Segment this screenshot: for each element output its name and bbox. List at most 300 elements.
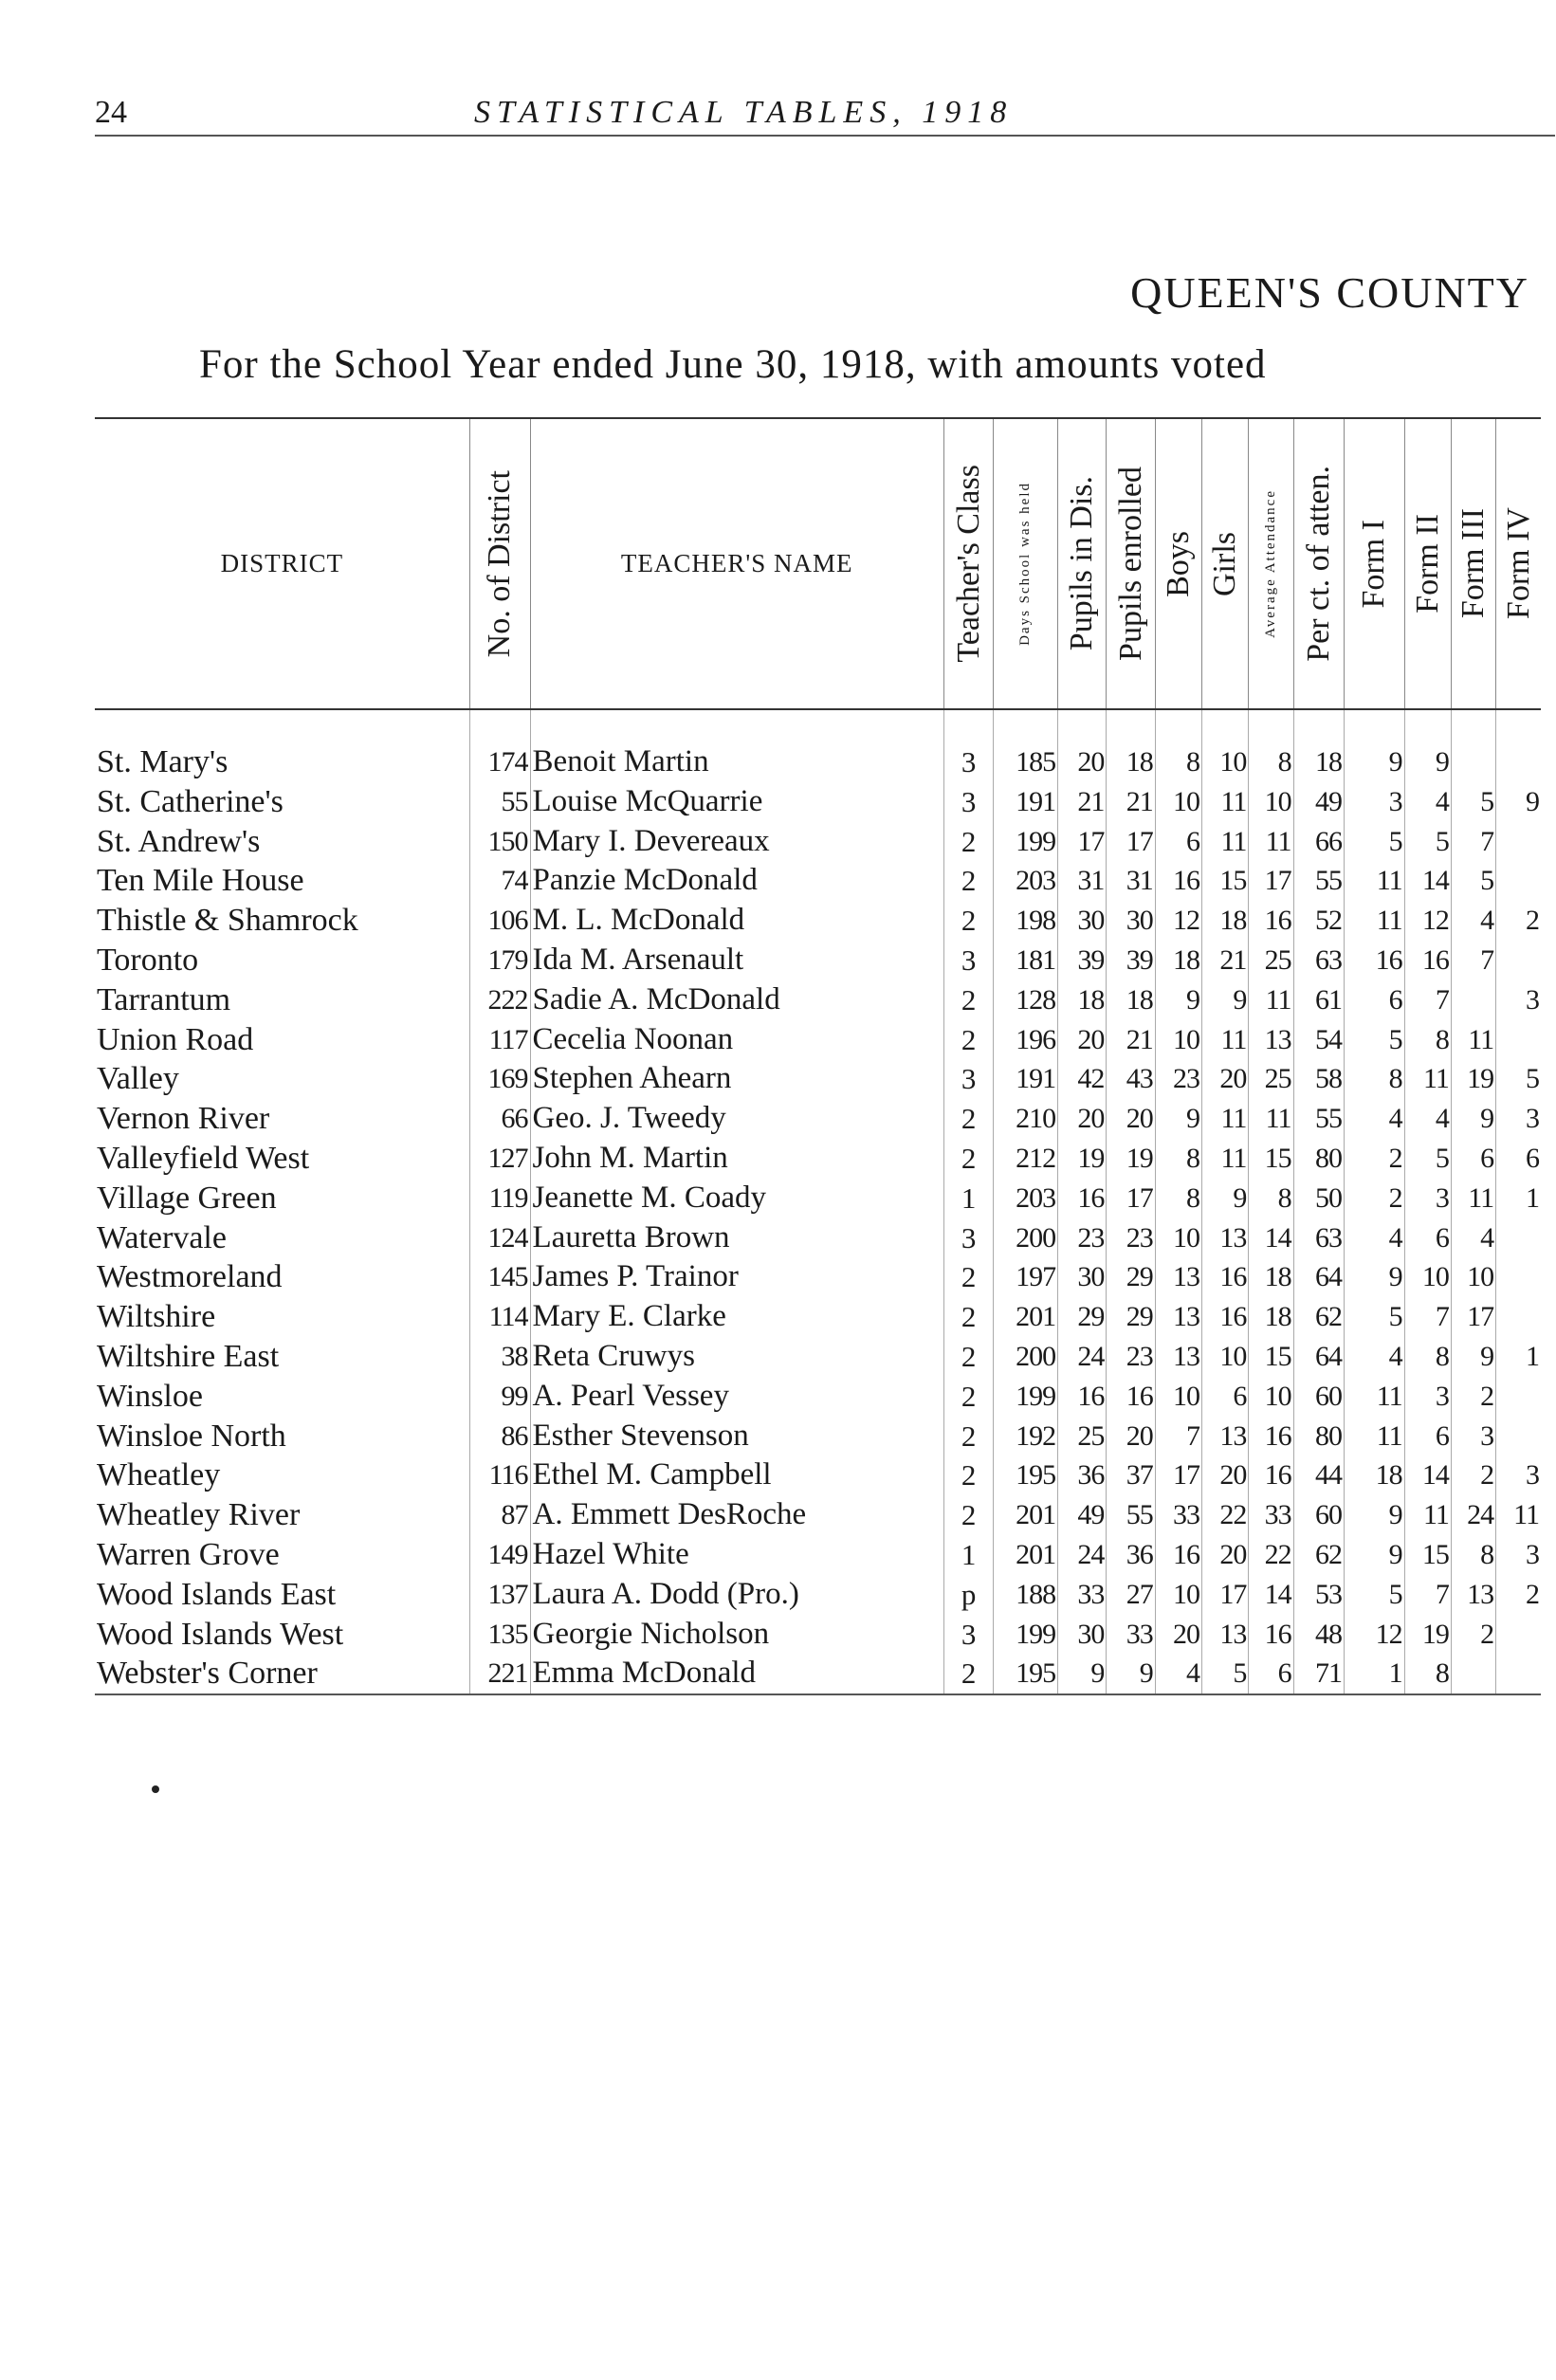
percent-attendance-cell: 63 — [1293, 1218, 1344, 1258]
district-cell: Wood Islands East — [95, 1575, 469, 1615]
days-held-cell: 195 — [994, 1455, 1058, 1495]
girls-cell: 13 — [1202, 1218, 1249, 1258]
average-attendance-cell: 18 — [1249, 1257, 1293, 1297]
average-attendance-cell: 14 — [1249, 1575, 1293, 1615]
days-held-cell: 192 — [994, 1417, 1058, 1456]
form-1-cell: 8 — [1344, 1059, 1404, 1099]
statistics-table — [95, 417, 1541, 1695]
girls-cell: 21 — [1202, 941, 1249, 980]
teacher-class-cell: 3 — [943, 782, 993, 822]
boys-cell: 16 — [1155, 1535, 1201, 1575]
teacher-class-cell: 2 — [943, 1297, 993, 1337]
form-3-cell: 8 — [1451, 1535, 1495, 1575]
percent-attendance-cell: 80 — [1293, 1417, 1344, 1456]
pupils-enrolled-cell: 21 — [1107, 1020, 1155, 1060]
form-1-cell: 4 — [1344, 1337, 1404, 1377]
table-row — [95, 822, 1541, 862]
table-row — [95, 1377, 1541, 1417]
form-1-cell: 12 — [1344, 1615, 1404, 1655]
form-1-cell: 5 — [1344, 822, 1404, 862]
form-1-cell: 5 — [1344, 1575, 1404, 1615]
district-number-cell: 117 — [469, 1020, 530, 1060]
district-cell: Tarrantum — [95, 980, 469, 1020]
form-2-cell: 10 — [1404, 1257, 1451, 1297]
days-held-cell: 203 — [994, 861, 1058, 901]
form-2-cell: 11 — [1404, 1059, 1451, 1099]
pupils-enrolled-cell: 17 — [1107, 822, 1155, 862]
form-1-cell: 4 — [1344, 1099, 1404, 1139]
form-2-cell: 3 — [1404, 1179, 1451, 1218]
form-3-cell: 4 — [1451, 901, 1495, 941]
table-row — [95, 980, 1541, 1020]
table-row — [95, 1337, 1541, 1377]
form-4-cell: 3 — [1526, 1103, 1539, 1135]
form-2-cell: 4 — [1404, 1099, 1451, 1139]
girls-cell: 11 — [1202, 822, 1249, 862]
form-4-cell — [1496, 941, 1541, 980]
header-form-1: Form I — [1344, 418, 1404, 709]
teacher-name-cell: Reta Cruwys — [530, 1337, 943, 1377]
form-3-cell: 5 — [1451, 861, 1495, 901]
pupils-in-district-cell: 21 — [1058, 782, 1107, 822]
pupils-in-district-cell: 16 — [1058, 1377, 1107, 1417]
pupils-enrolled-cell: 37 — [1107, 1455, 1155, 1495]
header-form-3: Form III — [1451, 418, 1495, 709]
district-cell: St. Mary's — [95, 709, 469, 782]
form-4-cell: 3 — [1526, 1459, 1539, 1492]
form-2-cell: 14 — [1404, 861, 1451, 901]
girls-cell: 10 — [1202, 709, 1249, 782]
header-teacher-class: Teacher's Class — [943, 418, 993, 709]
days-held-cell: 191 — [994, 1059, 1058, 1099]
table-row — [95, 1297, 1541, 1337]
form-4-cell — [1496, 1615, 1541, 1655]
table-row — [95, 1218, 1541, 1258]
district-cell: Valley — [95, 1059, 469, 1099]
average-attendance-cell: 33 — [1249, 1495, 1293, 1535]
pupils-in-district-cell: 30 — [1058, 901, 1107, 941]
boys-cell: 16 — [1155, 861, 1201, 901]
teacher-name-cell: Stephen Ahearn — [530, 1059, 943, 1099]
pupils-in-district-cell: 49 — [1058, 1495, 1107, 1535]
teacher-class-cell: 1 — [943, 1535, 993, 1575]
average-attendance-cell: 15 — [1249, 1337, 1293, 1377]
form-1-cell: 5 — [1344, 1297, 1404, 1337]
form-3-cell: 6 — [1451, 1139, 1495, 1179]
form-2-cell: 15 — [1404, 1535, 1451, 1575]
average-attendance-cell: 16 — [1249, 1417, 1293, 1456]
form-1-cell: 2 — [1344, 1139, 1404, 1179]
teacher-name-cell: Georgie Nicholson — [530, 1615, 943, 1655]
teacher-name-cell: Jeanette M. Coady — [530, 1179, 943, 1218]
teacher-class-cell: 3 — [943, 941, 993, 980]
form-3-cell: 5 — [1451, 782, 1495, 822]
district-number-cell: 87 — [469, 1495, 530, 1535]
district-cell: Wiltshire — [95, 1297, 469, 1337]
form-2-cell: 5 — [1404, 1139, 1451, 1179]
form-1-cell: 18 — [1344, 1455, 1404, 1495]
teacher-class-cell: 2 — [943, 1455, 993, 1495]
form-1-cell: 6 — [1344, 980, 1404, 1020]
days-held-cell: 185 — [994, 709, 1058, 782]
form-3-cell: 9 — [1451, 1099, 1495, 1139]
days-held-cell: 199 — [994, 1615, 1058, 1655]
teacher-name-cell: Benoit Martin — [530, 709, 943, 782]
district-number-cell: 55 — [469, 782, 530, 822]
pupils-in-district-cell: 16 — [1058, 1179, 1107, 1218]
teacher-class-cell: 2 — [943, 1417, 993, 1456]
teacher-name-cell: Cecelia Noonan — [530, 1020, 943, 1060]
form-2-cell: 4 — [1404, 782, 1451, 822]
running-title: STATISTICAL TABLES, 1918 — [474, 95, 1014, 130]
girls-cell: 16 — [1202, 1297, 1249, 1337]
girls-cell: 11 — [1202, 1139, 1249, 1179]
girls-cell: 11 — [1202, 782, 1249, 822]
girls-cell: 11 — [1202, 1099, 1249, 1139]
form-4-cell — [1496, 709, 1541, 782]
teacher-name-cell: Mary E. Clarke — [530, 1297, 943, 1337]
girls-cell: 6 — [1202, 1377, 1249, 1417]
district-number-cell: 66 — [469, 1099, 530, 1139]
boys-cell: 13 — [1155, 1337, 1201, 1377]
form-1-cell: 9 — [1344, 1535, 1404, 1575]
header-average-attendance: Average Attendance — [1249, 418, 1293, 709]
header-teacher-name: TEACHER'S NAME — [530, 418, 943, 709]
district-number-cell: 174 — [469, 709, 530, 782]
girls-cell: 11 — [1202, 1020, 1249, 1060]
boys-cell: 10 — [1155, 1020, 1201, 1060]
boys-cell: 6 — [1155, 822, 1201, 862]
days-held-cell: 197 — [994, 1257, 1058, 1297]
pupils-in-district-cell: 18 — [1058, 980, 1107, 1020]
boys-cell: 12 — [1155, 901, 1201, 941]
percent-attendance-cell: 64 — [1293, 1337, 1344, 1377]
percent-attendance-cell: 62 — [1293, 1297, 1344, 1337]
district-number-cell: 145 — [469, 1257, 530, 1297]
form-2-cell: 5 — [1404, 822, 1451, 862]
average-attendance-cell: 14 — [1249, 1218, 1293, 1258]
pupils-enrolled-cell: 33 — [1107, 1615, 1155, 1655]
table-body — [95, 709, 1541, 1694]
pupils-enrolled-cell: 30 — [1107, 901, 1155, 941]
table-row — [95, 861, 1541, 901]
form-3-cell: 2 — [1451, 1615, 1495, 1655]
percent-attendance-cell: 64 — [1293, 1257, 1344, 1297]
girls-cell: 9 — [1202, 980, 1249, 1020]
percent-attendance-cell: 53 — [1293, 1575, 1344, 1615]
page-number: 24 — [95, 95, 127, 130]
pupils-enrolled-cell: 36 — [1107, 1535, 1155, 1575]
form-4-cell: 6 — [1526, 1142, 1539, 1174]
header-per-ct-atten: Per ct. of atten. — [1293, 418, 1344, 709]
form-1-cell: 16 — [1344, 941, 1404, 980]
percent-attendance-cell: 55 — [1293, 1099, 1344, 1139]
days-held-cell: 200 — [994, 1218, 1058, 1258]
form-3-cell — [1451, 709, 1495, 782]
pupils-in-district-cell: 9 — [1058, 1654, 1107, 1694]
percent-attendance-cell: 48 — [1293, 1615, 1344, 1655]
header-no-of-district: No. of District — [469, 418, 530, 709]
teacher-class-cell: 2 — [943, 861, 993, 901]
form-3-cell: 7 — [1451, 822, 1495, 862]
pupils-in-district-cell: 29 — [1058, 1297, 1107, 1337]
teacher-name-cell: A. Emmett DesRoche — [530, 1495, 943, 1535]
average-attendance-cell: 16 — [1249, 901, 1293, 941]
district-number-cell: 119 — [469, 1179, 530, 1218]
teacher-name-cell: M. L. McDonald — [530, 901, 943, 941]
average-attendance-cell: 16 — [1249, 1455, 1293, 1495]
teacher-name-cell: Hazel White — [530, 1535, 943, 1575]
district-number-cell: 150 — [469, 822, 530, 862]
form-3-cell: 11 — [1451, 1020, 1495, 1060]
form-3-cell: 13 — [1451, 1575, 1495, 1615]
form-4-cell: 1 — [1526, 1340, 1539, 1372]
boys-cell: 17 — [1155, 1455, 1201, 1495]
average-attendance-cell: 11 — [1249, 1099, 1293, 1139]
form-1-cell: 11 — [1344, 861, 1404, 901]
boys-cell: 13 — [1155, 1257, 1201, 1297]
pupils-enrolled-cell: 31 — [1107, 861, 1155, 901]
district-cell: Webster's Corner — [95, 1654, 469, 1694]
form-1-cell: 9 — [1344, 1495, 1404, 1535]
days-held-cell: 212 — [994, 1139, 1058, 1179]
header-form-4: Form IV — [1496, 418, 1541, 709]
average-attendance-cell: 25 — [1249, 941, 1293, 980]
form-4-cell — [1496, 1654, 1541, 1694]
days-held-cell: 201 — [994, 1495, 1058, 1535]
percent-attendance-cell: 80 — [1293, 1139, 1344, 1179]
average-attendance-cell: 10 — [1249, 1377, 1293, 1417]
table-header-row — [95, 418, 1541, 709]
form-4-cell — [1496, 1218, 1541, 1258]
boys-cell: 9 — [1155, 1099, 1201, 1139]
average-attendance-cell: 6 — [1249, 1654, 1293, 1694]
county-title: QUEEN'S COUNTY — [1130, 268, 1529, 317]
teacher-name-cell: John M. Martin — [530, 1139, 943, 1179]
form-4-cell: 3 — [1526, 1538, 1539, 1570]
pupils-enrolled-cell: 21 — [1107, 782, 1155, 822]
percent-attendance-cell: 55 — [1293, 861, 1344, 901]
teacher-name-cell: A. Pearl Vessey — [530, 1377, 943, 1417]
average-attendance-cell: 22 — [1249, 1535, 1293, 1575]
days-held-cell: 188 — [994, 1575, 1058, 1615]
table-row — [95, 1575, 1541, 1615]
average-attendance-cell: 17 — [1249, 861, 1293, 901]
district-number-cell: 74 — [469, 861, 530, 901]
teacher-name-cell: Louise McQuarrie — [530, 782, 943, 822]
district-number-cell: 99 — [469, 1377, 530, 1417]
days-held-cell: 203 — [994, 1179, 1058, 1218]
district-cell: Wheatley — [95, 1455, 469, 1495]
boys-cell: 10 — [1155, 1575, 1201, 1615]
form-4-cell — [1496, 822, 1541, 862]
pupils-in-district-cell: 19 — [1058, 1139, 1107, 1179]
boys-cell: 10 — [1155, 1377, 1201, 1417]
girls-cell: 9 — [1202, 1179, 1249, 1218]
district-number-cell: 116 — [469, 1455, 530, 1495]
pupils-in-district-cell: 33 — [1058, 1575, 1107, 1615]
pupils-in-district-cell: 20 — [1058, 1099, 1107, 1139]
days-held-cell: 199 — [994, 822, 1058, 862]
teacher-name-cell: Emma McDonald — [530, 1654, 943, 1694]
boys-cell: 8 — [1155, 709, 1201, 782]
form-2-cell: 19 — [1404, 1615, 1451, 1655]
girls-cell: 17 — [1202, 1575, 1249, 1615]
table-row — [95, 1257, 1541, 1297]
days-held-cell: 128 — [994, 980, 1058, 1020]
form-2-cell: 14 — [1404, 1455, 1451, 1495]
table-row — [95, 1535, 1541, 1575]
district-cell: Wheatley River — [95, 1495, 469, 1535]
form-2-cell: 8 — [1404, 1020, 1451, 1060]
form-3-cell: 10 — [1451, 1257, 1495, 1297]
teacher-class-cell: 2 — [943, 822, 993, 862]
teacher-class-cell: 3 — [943, 709, 993, 782]
teacher-name-cell: Ida M. Arsenault — [530, 941, 943, 980]
teacher-class-cell: 2 — [943, 1099, 993, 1139]
percent-attendance-cell: 60 — [1293, 1377, 1344, 1417]
table-row — [95, 1654, 1541, 1694]
stray-print-mark — [152, 1785, 159, 1793]
boys-cell: 10 — [1155, 782, 1201, 822]
teacher-class-cell: 2 — [943, 901, 993, 941]
percent-attendance-cell: 58 — [1293, 1059, 1344, 1099]
girls-cell: 13 — [1202, 1615, 1249, 1655]
form-4-cell — [1496, 1257, 1541, 1297]
district-cell: Wood Islands West — [95, 1615, 469, 1655]
boys-cell: 7 — [1155, 1417, 1201, 1456]
girls-cell: 13 — [1202, 1417, 1249, 1456]
days-held-cell: 191 — [994, 782, 1058, 822]
pupils-in-district-cell: 30 — [1058, 1257, 1107, 1297]
teacher-class-cell: 2 — [943, 1377, 993, 1417]
header-days-held: Days School was held — [994, 418, 1058, 709]
form-2-cell: 3 — [1404, 1377, 1451, 1417]
form-4-cell — [1496, 1377, 1541, 1417]
boys-cell: 4 — [1155, 1654, 1201, 1694]
pupils-enrolled-cell: 23 — [1107, 1218, 1155, 1258]
district-cell: Village Green — [95, 1179, 469, 1218]
district-cell: Ten Mile House — [95, 861, 469, 901]
table-row — [95, 782, 1541, 822]
district-number-cell: 135 — [469, 1615, 530, 1655]
percent-attendance-cell: 49 — [1293, 782, 1344, 822]
pupils-in-district-cell: 31 — [1058, 861, 1107, 901]
teacher-class-cell: 2 — [943, 1020, 993, 1060]
district-cell: Valleyfield West — [95, 1139, 469, 1179]
percent-attendance-cell: 44 — [1293, 1455, 1344, 1495]
district-cell: St. Andrew's — [95, 822, 469, 862]
form-3-cell: 19 — [1451, 1059, 1495, 1099]
pupils-enrolled-cell: 29 — [1107, 1257, 1155, 1297]
pupils-enrolled-cell: 43 — [1107, 1059, 1155, 1099]
days-held-cell: 210 — [994, 1099, 1058, 1139]
teacher-name-cell: Mary I. Devereaux — [530, 822, 943, 862]
percent-attendance-cell: 61 — [1293, 980, 1344, 1020]
teacher-class-cell: 3 — [943, 1218, 993, 1258]
pupils-in-district-cell: 24 — [1058, 1337, 1107, 1377]
district-number-cell: 221 — [469, 1654, 530, 1694]
boys-cell: 33 — [1155, 1495, 1201, 1535]
district-number-cell: 114 — [469, 1297, 530, 1337]
boys-cell: 8 — [1155, 1179, 1201, 1218]
form-4-cell: 9 — [1526, 785, 1539, 817]
form-3-cell: 3 — [1451, 1417, 1495, 1456]
form-1-cell: 9 — [1344, 709, 1404, 782]
header-pupils-enrolled: Pupils enrolled — [1107, 418, 1155, 709]
district-number-cell: 169 — [469, 1059, 530, 1099]
average-attendance-cell: 25 — [1249, 1059, 1293, 1099]
pupils-in-district-cell: 25 — [1058, 1417, 1107, 1456]
average-attendance-cell: 8 — [1249, 709, 1293, 782]
boys-cell: 13 — [1155, 1297, 1201, 1337]
district-cell: Watervale — [95, 1218, 469, 1258]
teacher-class-cell: 2 — [943, 980, 993, 1020]
girls-cell: 22 — [1202, 1495, 1249, 1535]
table-row — [95, 1495, 1541, 1535]
days-held-cell: 199 — [994, 1377, 1058, 1417]
days-held-cell: 201 — [994, 1535, 1058, 1575]
form-3-cell: 11 — [1451, 1179, 1495, 1218]
average-attendance-cell: 18 — [1249, 1297, 1293, 1337]
pupils-in-district-cell: 24 — [1058, 1535, 1107, 1575]
average-attendance-cell: 15 — [1249, 1139, 1293, 1179]
percent-attendance-cell: 62 — [1293, 1535, 1344, 1575]
form-4-cell: 2 — [1526, 905, 1539, 937]
teacher-class-cell: 2 — [943, 1337, 993, 1377]
district-number-cell: 222 — [469, 980, 530, 1020]
average-attendance-cell: 11 — [1249, 822, 1293, 862]
form-2-cell: 7 — [1404, 1575, 1451, 1615]
pupils-enrolled-cell: 55 — [1107, 1495, 1155, 1535]
form-4-cell — [1496, 1297, 1541, 1337]
district-cell: Union Road — [95, 1020, 469, 1060]
form-4-cell: 3 — [1526, 983, 1539, 1016]
district-cell: Toronto — [95, 941, 469, 980]
district-number-cell: 106 — [469, 901, 530, 941]
days-held-cell: 181 — [994, 941, 1058, 980]
form-2-cell: 7 — [1404, 980, 1451, 1020]
pupils-in-district-cell: 20 — [1058, 1020, 1107, 1060]
form-2-cell: 9 — [1404, 709, 1451, 782]
girls-cell: 10 — [1202, 1337, 1249, 1377]
boys-cell: 8 — [1155, 1139, 1201, 1179]
form-4-cell: 11 — [1513, 1499, 1539, 1531]
percent-attendance-cell: 60 — [1293, 1495, 1344, 1535]
teacher-class-cell: 3 — [943, 1059, 993, 1099]
form-2-cell: 16 — [1404, 941, 1451, 980]
pupils-enrolled-cell: 23 — [1107, 1337, 1155, 1377]
district-number-cell: 86 — [469, 1417, 530, 1456]
percent-attendance-cell: 63 — [1293, 941, 1344, 980]
average-attendance-cell: 8 — [1249, 1179, 1293, 1218]
district-cell: Winsloe North — [95, 1417, 469, 1456]
form-2-cell: 12 — [1404, 901, 1451, 941]
form-3-cell: 7 — [1451, 941, 1495, 980]
teacher-class-cell: 2 — [943, 1257, 993, 1297]
form-1-cell: 9 — [1344, 1257, 1404, 1297]
girls-cell: 20 — [1202, 1059, 1249, 1099]
pupils-in-district-cell: 20 — [1058, 709, 1107, 782]
form-1-cell: 2 — [1344, 1179, 1404, 1218]
district-number-cell: 38 — [469, 1337, 530, 1377]
table-row — [95, 1455, 1541, 1495]
girls-cell: 18 — [1202, 901, 1249, 941]
pupils-in-district-cell: 42 — [1058, 1059, 1107, 1099]
days-held-cell: 195 — [994, 1654, 1058, 1694]
pupils-enrolled-cell: 17 — [1107, 1179, 1155, 1218]
pupils-enrolled-cell: 19 — [1107, 1139, 1155, 1179]
